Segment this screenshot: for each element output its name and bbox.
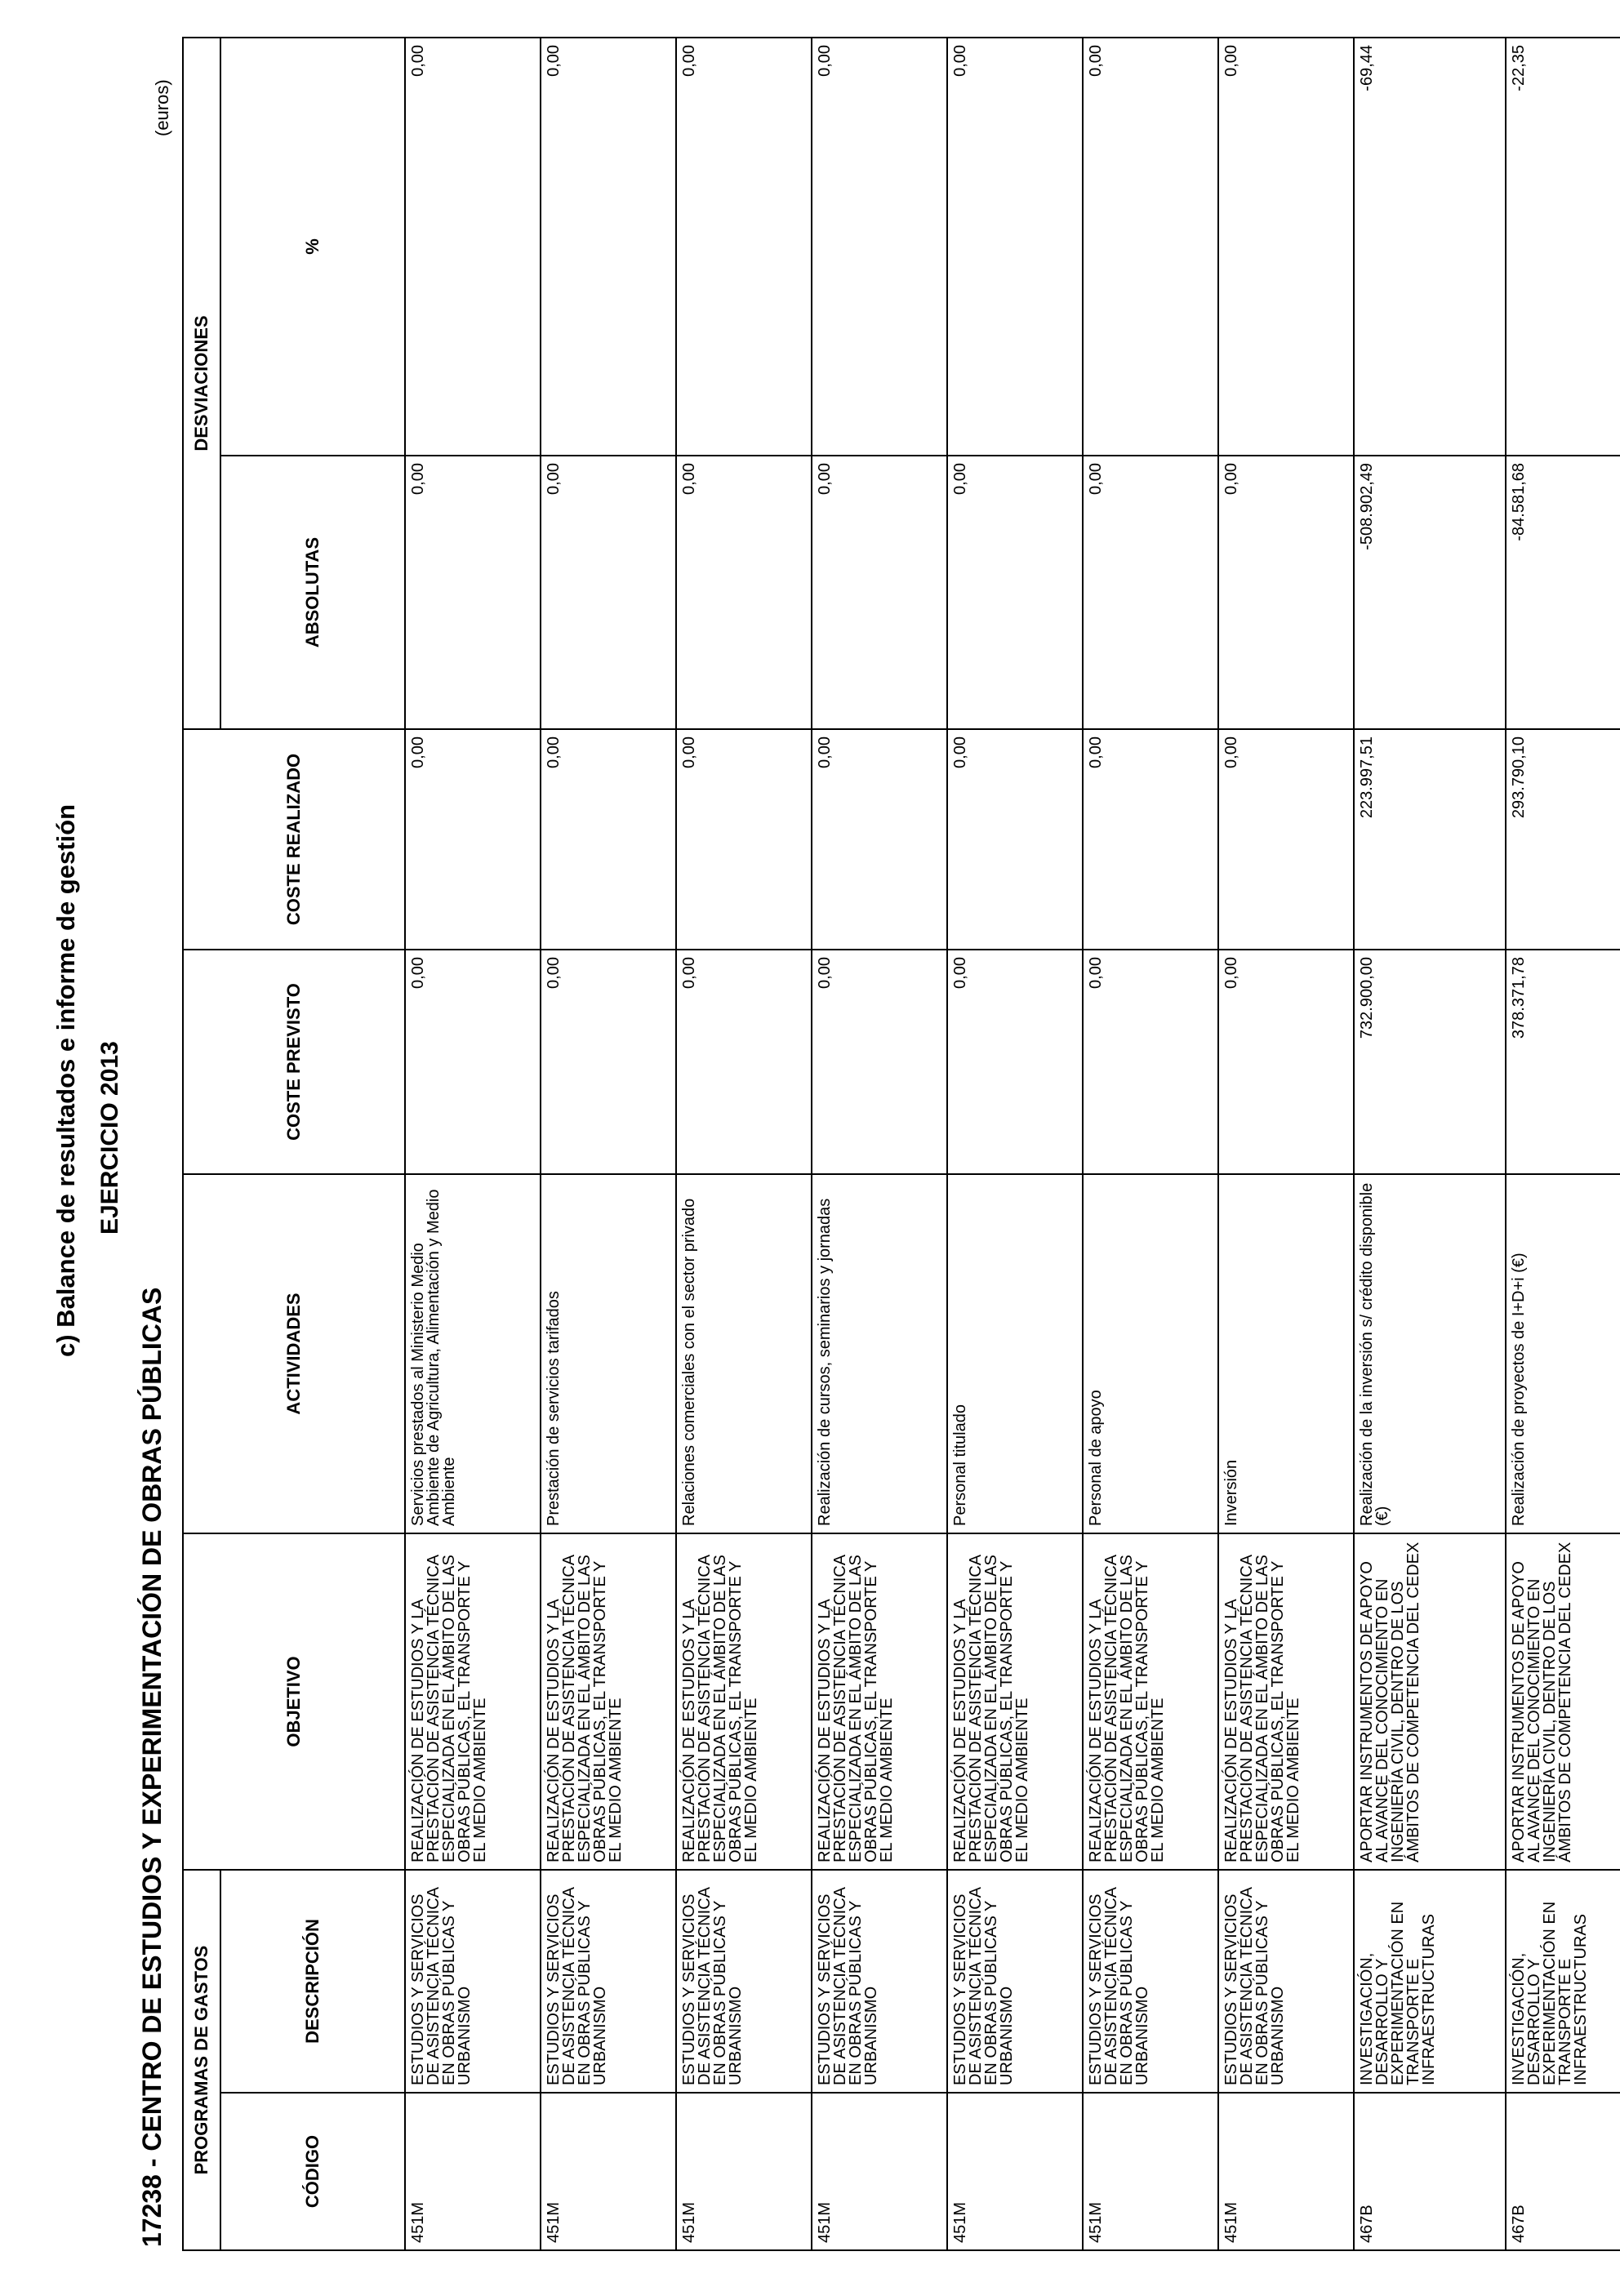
porcentaje-cell: 0,00	[541, 38, 676, 456]
porcentaje-cell: 0,00	[1083, 38, 1218, 456]
objetivo-cell: REALIZACIÓN DE ESTUDIOS Y LA PRESTACIÓN DE ASISTENCIA TÉCNICA ESPECIALIZADA EN EL ÁMBITO DE LAS OBRAS PÚBLICAS, EL TRANSPORTE Y EL MEDIO AMBIENTE	[1218, 1533, 1354, 1870]
coste-realizado-cell: 0,00	[812, 729, 947, 950]
codigo-cell: 451M	[1218, 2093, 1354, 2250]
objetivo-cell: REALIZACIÓN DE ESTUDIOS Y LA PRESTACIÓN DE ASISTENCIA TÉCNICA ESPECIALIZADA EN EL ÁMBITO DE LAS OBRAS PÚBLICAS, EL TRANSPORTE Y EL MEDIO AMBIENTE	[812, 1533, 947, 1870]
codigo-cell: 451M	[812, 2093, 947, 2250]
actividades-cell: Realización de cursos, seminarios y jornadas	[812, 1174, 947, 1533]
absolutas-cell: 0,00	[947, 456, 1083, 729]
codigo-cell: 451M	[947, 2093, 1083, 2250]
table-row	[676, 38, 812, 2250]
descripcion-cell: ESTUDIOS Y SERVICIOS DE ASISTENCIA TÉCNICA EN OBRAS PÚBLICAS Y URBANISMO	[405, 1870, 541, 2093]
actividades-cell: Personal de apoyo	[1083, 1174, 1218, 1533]
entity-title: 17238 - CENTRO DE ESTUDIOS Y EXPERIMENTACIÓN DE OBRAS PÚBLICAS	[137, 1287, 167, 2247]
descripcion-header: DESCRIPCIÓN	[220, 1870, 405, 2093]
actividades-cell: Realización de proyectos de I+D+i (€)	[1506, 1174, 1620, 1533]
descripcion-cell: ESTUDIOS Y SERVICIOS DE ASISTENCIA TÉCNICA EN OBRAS PÚBLICAS Y URBANISMO	[812, 1870, 947, 2093]
actividades-cell: Inversión	[1218, 1174, 1354, 1533]
absolutas-header: ABSOLUTAS	[220, 456, 405, 729]
coste-previsto-cell: 378.371,78	[1506, 950, 1620, 1174]
coste-previsto-cell: 0,00	[812, 950, 947, 1174]
absolutas-cell: -84.581,68	[1506, 456, 1620, 729]
objetivo-cell: REALIZACIÓN DE ESTUDIOS Y LA PRESTACIÓN DE ASISTENCIA TÉCNICA ESPECIALIZADA EN EL ÁMBITO DE LAS OBRAS PÚBLICAS, EL TRANSPORTE Y EL MEDIO AMBIENTE	[947, 1533, 1083, 1870]
codigo-cell: 451M	[405, 2093, 541, 2250]
objetivo-cell: REALIZACIÓN DE ESTUDIOS Y LA PRESTACIÓN DE ASISTENCIA TÉCNICA ESPECIALIZADA EN EL ÁMBITO DE LAS OBRAS PÚBLICAS, EL TRANSPORTE Y EL MEDIO AMBIENTE	[1083, 1533, 1218, 1870]
coste-previsto-cell: 0,00	[947, 950, 1083, 1174]
desviaciones-group-header: DESVIACIONES	[183, 38, 220, 729]
coste-previsto-cell: 0,00	[541, 950, 676, 1174]
coste-realizado-cell: 0,00	[405, 729, 541, 950]
coste-realizado-cell: 293.790,10	[1506, 729, 1620, 950]
coste-previsto-header: COSTE PREVISTO	[183, 950, 405, 1174]
table-row	[812, 38, 947, 2250]
descripcion-cell: ESTUDIOS Y SERVICIOS DE ASISTENCIA TÉCNICA EN OBRAS PÚBLICAS Y URBANISMO	[541, 1870, 676, 2093]
objetivo-cell: REALIZACIÓN DE ESTUDIOS Y LA PRESTACIÓN DE ASISTENCIA TÉCNICA ESPECIALIZADA EN EL ÁMBITO DE LAS OBRAS PÚBLICAS, EL TRANSPORTE Y EL MEDIO AMBIENTE	[676, 1533, 812, 1870]
porcentaje-cell: -22,35	[1506, 38, 1620, 456]
actividades-header: ACTIVIDADES	[183, 1174, 405, 1533]
table-row	[405, 38, 541, 2250]
descripcion-cell: ESTUDIOS Y SERVICIOS DE ASISTENCIA TÉCNICA EN OBRAS PÚBLICAS Y URBANISMO	[947, 1870, 1083, 2093]
porcentaje-cell: -69,44	[1354, 38, 1506, 456]
coste-realizado-cell: 0,00	[541, 729, 676, 950]
absolutas-cell: -508.902,49	[1354, 456, 1506, 729]
actividades-cell: Realización de la inversión s/ crédito disponible (€)	[1354, 1174, 1506, 1533]
codigo-cell: 467B	[1354, 2093, 1506, 2250]
actividades-cell: Prestación de servicios tarifados	[541, 1174, 676, 1533]
porcentaje-cell: 0,00	[947, 38, 1083, 456]
exercise-title: EJERCICIO 2013	[96, 1041, 123, 1235]
table-row	[1083, 38, 1218, 2250]
actividades-cell: Personal titulado	[947, 1174, 1083, 1533]
codigo-cell: 467B	[1506, 2093, 1620, 2250]
coste-realizado-cell: 223.997,51	[1354, 729, 1506, 950]
absolutas-cell: 0,00	[1083, 456, 1218, 729]
objetivo-cell: REALIZACIÓN DE ESTUDIOS Y LA PRESTACIÓN DE ASISTENCIA TÉCNICA ESPECIALIZADA EN EL ÁMBITO DE LAS OBRAS PÚBLICAS, EL TRANSPORTE Y EL MEDIO AMBIENTE	[541, 1533, 676, 1870]
objetivo-header: OBJETIVO	[183, 1533, 405, 1870]
actividades-cell: Relaciones comerciales con el sector privado	[676, 1174, 812, 1533]
coste-previsto-cell: 0,00	[1218, 950, 1354, 1174]
descripcion-cell: INVESTIGACIÓN, DESARROLLO Y EXPERIMENTACIÓN EN TRANSPORTE E INFRAESTRUCTURAS	[1354, 1870, 1506, 2093]
absolutas-cell: 0,00	[812, 456, 947, 729]
table-row	[1506, 38, 1620, 2250]
section-title: c) Balance de resultados e informe de gestión	[51, 803, 80, 1357]
porcentaje-header: %	[220, 38, 405, 456]
table-row	[1354, 38, 1506, 2250]
codigo-header: CÓDIGO	[220, 2093, 405, 2250]
coste-previsto-cell: 0,00	[676, 950, 812, 1174]
coste-previsto-cell: 0,00	[405, 950, 541, 1174]
descripcion-cell: INVESTIGACIÓN, DESARROLLO Y EXPERIMENTACIÓN EN TRANSPORTE E INFRAESTRUCTURAS	[1506, 1870, 1620, 2093]
coste-realizado-cell: 0,00	[676, 729, 812, 950]
coste-realizado-cell: 0,00	[1218, 729, 1354, 950]
codigo-cell: 451M	[541, 2093, 676, 2250]
absolutas-cell: 0,00	[405, 456, 541, 729]
coste-realizado-cell: 0,00	[947, 729, 1083, 950]
absolutas-cell: 0,00	[541, 456, 676, 729]
coste-previsto-cell: 732.900,00	[1354, 950, 1506, 1174]
porcentaje-cell: 0,00	[676, 38, 812, 456]
porcentaje-cell: 0,00	[812, 38, 947, 456]
coste-realizado-cell: 0,00	[1083, 729, 1218, 950]
codigo-cell: 451M	[676, 2093, 812, 2250]
coste-previsto-cell: 0,00	[1083, 950, 1218, 1174]
objetivo-cell: APORTAR INSTRUMENTOS DE APOYO AL AVANCE DEL CONOCIMIENTO EN INGENIERÍA CIVIL, DENTRO DE LOS ÁMBITOS DE COMPETENCIA DEL CEDEX	[1506, 1533, 1620, 1870]
table-row	[1218, 38, 1354, 2250]
absolutas-cell: 0,00	[1218, 456, 1354, 729]
table-row	[541, 38, 676, 2250]
currency-unit-label: (euros)	[152, 79, 172, 136]
coste-realizado-header: COSTE REALIZADO	[183, 729, 405, 950]
actividades-cell: Servicios prestados al Ministerio Medio Ambiente de Agricultura, Alimentación y Medio Ambiente	[405, 1174, 541, 1533]
results-table	[182, 37, 1620, 2251]
table-row	[947, 38, 1083, 2250]
programas-group-header: PROGRAMAS DE GASTOS	[183, 1870, 220, 2250]
descripcion-cell: ESTUDIOS Y SERVICIOS DE ASISTENCIA TÉCNICA EN OBRAS PÚBLICAS Y URBANISMO	[1083, 1870, 1218, 2093]
descripcion-cell: ESTUDIOS Y SERVICIOS DE ASISTENCIA TÉCNICA EN OBRAS PÚBLICAS Y URBANISMO	[676, 1870, 812, 2093]
objetivo-cell: APORTAR INSTRUMENTOS DE APOYO AL AVANCE DEL CONOCIMIENTO EN INGENIERÍA CIVIL, DENTRO DE LOS ÁMBITOS DE COMPETENCIA DEL CEDEX	[1354, 1533, 1506, 1870]
descripcion-cell: ESTUDIOS Y SERVICIOS DE ASISTENCIA TÉCNICA EN OBRAS PÚBLICAS Y URBANISMO	[1218, 1870, 1354, 2093]
porcentaje-cell: 0,00	[1218, 38, 1354, 456]
objetivo-cell: REALIZACIÓN DE ESTUDIOS Y LA PRESTACIÓN DE ASISTENCIA TÉCNICA ESPECIALIZADA EN EL ÁMBITO DE LAS OBRAS PÚBLICAS, EL TRANSPORTE Y EL MEDIO AMBIENTE	[405, 1533, 541, 1870]
codigo-cell: 451M	[1083, 2093, 1218, 2250]
porcentaje-cell: 0,00	[405, 38, 541, 456]
absolutas-cell: 0,00	[676, 456, 812, 729]
